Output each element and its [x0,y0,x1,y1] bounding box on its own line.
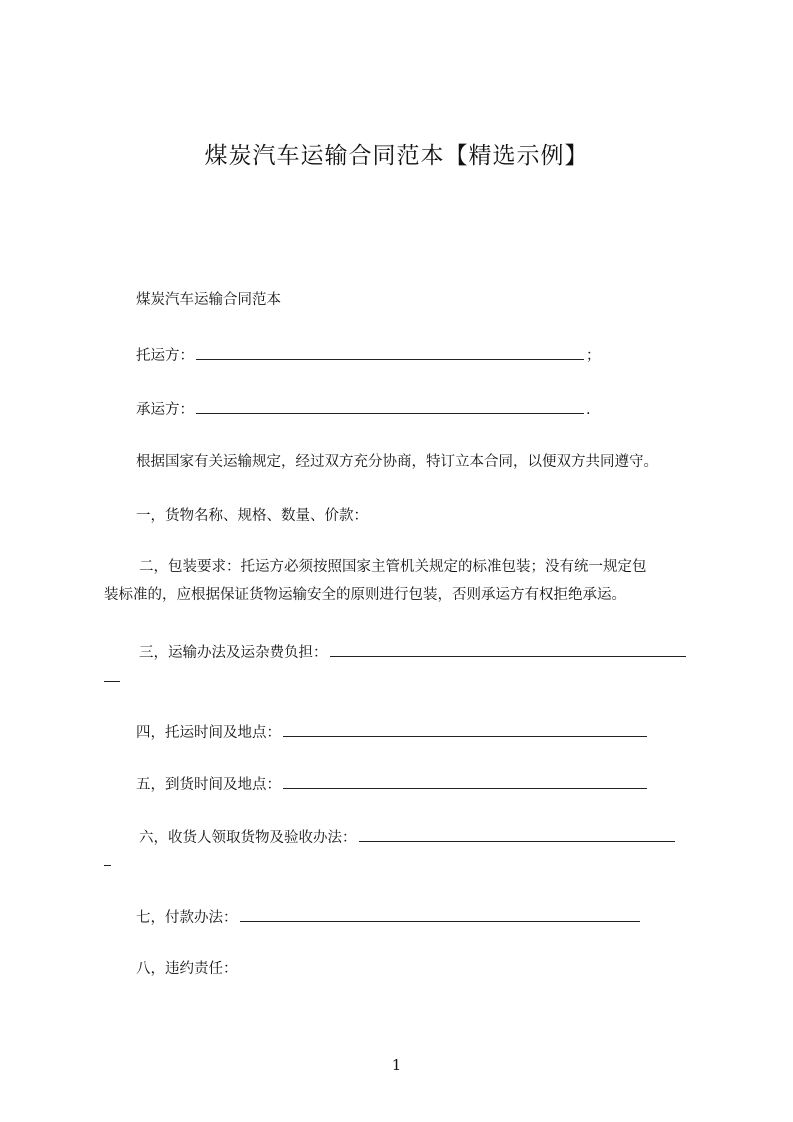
clause-6-line [104,825,736,849]
clause-6-label: 六，收货人领取货物及验收办法： [139,830,357,846]
clause-5-line [104,772,736,796]
subtitle: 煤炭汽车运输合同范本 [136,292,281,308]
clause-4-line [104,720,736,744]
clause-3-label: 三，运输办法及运杂费负担： [139,645,328,661]
clause-2-line-1: 二，包装要求：托运方必须按照国家主管机关规定的标准包装；没有统一规定包 [139,559,647,575]
carrier-line [104,397,736,421]
clause-7-label: 七，付款办法： [136,910,238,926]
shipper-label: 托运方： [136,348,194,364]
document-title: 煤炭汽车运输合同范本【精选示例】 [204,143,589,169]
intro-paragraph: 根据国家有关运输规定，经过双方充分协商，特订立本合同，以便双方共同遵守。 [136,454,658,470]
shipper-line [104,343,736,367]
clause-3-line [104,640,736,664]
carrier-label: 承运方： [136,402,194,418]
clause-7-line [104,905,736,929]
clause-6-blank[interactable] [359,825,675,842]
clause-4-label: 四，托运时间及地点： [136,725,281,741]
clause-5-label: 五，到货时间及地点： [136,777,281,793]
clause-4-blank[interactable] [283,720,647,737]
carrier-end: . [586,402,591,418]
clause-2-line-2: 装标准的，应根据保证货物运输安全的原则进行包装，否则承运方有权拒绝承运。 [104,587,626,603]
clause-3-blank-continued[interactable] [104,681,120,682]
clause-3-blank[interactable] [330,640,686,657]
clause-2 [104,553,736,609]
clause-6-blank-continued[interactable] [104,865,111,866]
carrier-blank[interactable] [196,397,584,414]
clause-5-blank[interactable] [283,772,647,789]
shipper-end: ； [586,348,601,364]
shipper-blank[interactable] [196,343,584,360]
clause-8: 八，违约责任： [136,961,238,977]
page-number: 1 [391,1056,402,1074]
clause-1: 一，货物名称、规格、数量、价款： [136,508,368,524]
clause-7-blank[interactable] [240,905,640,922]
